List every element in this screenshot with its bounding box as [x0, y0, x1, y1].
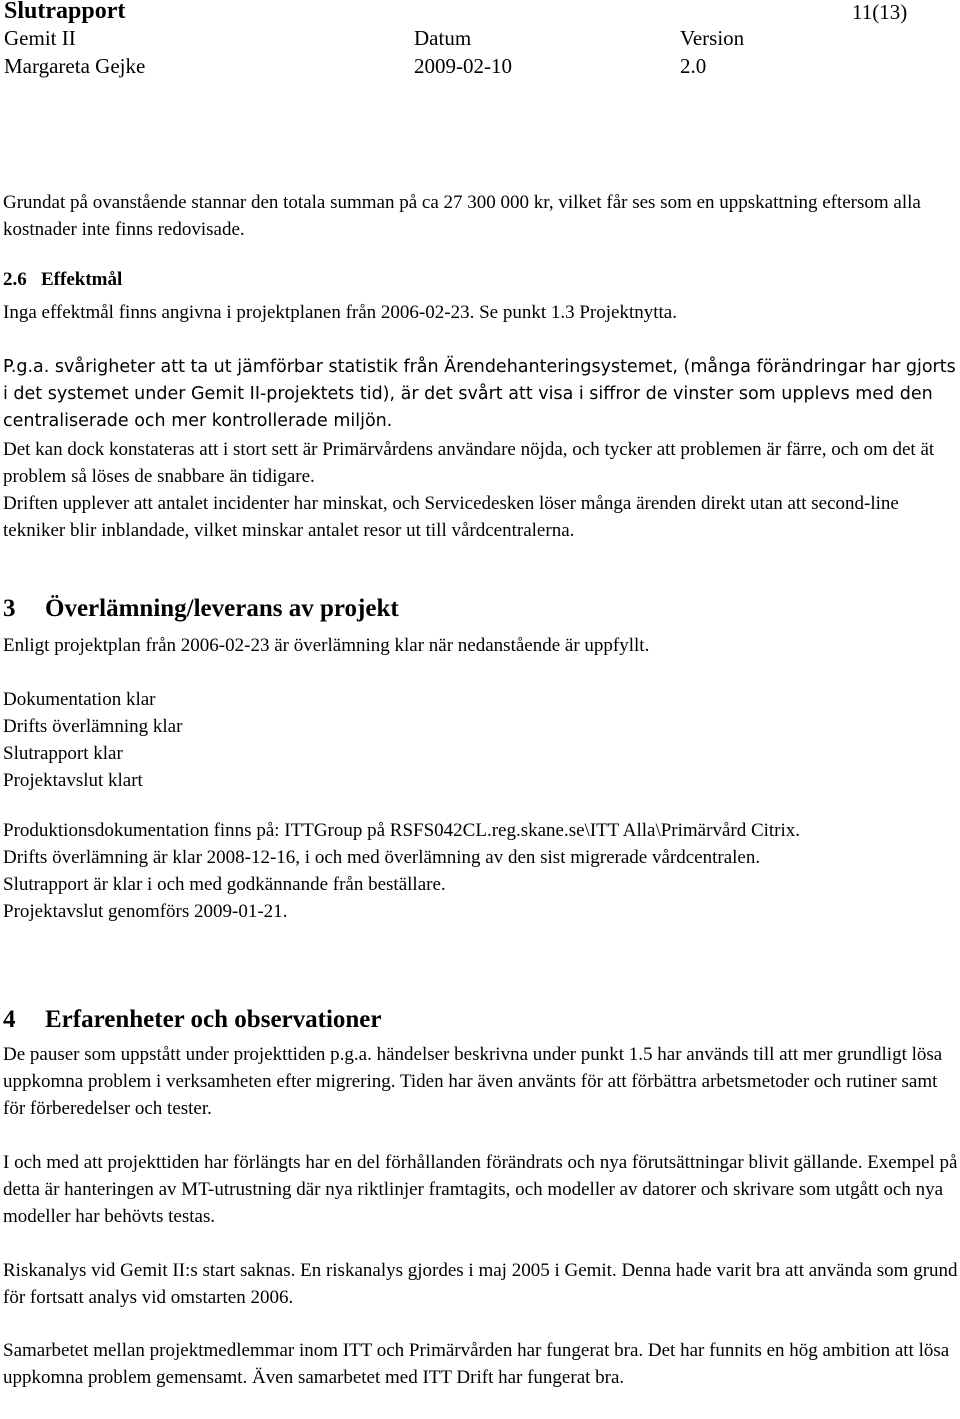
- version-label: Version: [680, 26, 745, 50]
- section-number: 3: [3, 595, 16, 622]
- list-item: Projektavslut klart: [3, 770, 143, 791]
- version-value: 2.0: [680, 54, 707, 78]
- handover-details: [3, 817, 959, 925]
- detail-line: Projektavslut genomförs 2009-01-21.: [3, 901, 288, 922]
- handover-intro: Enligt projektplan från 2006-02-23 är överlämning klar när nedanstående är uppfyllt.: [3, 635, 650, 656]
- section-heading-2-6: [3, 266, 959, 293]
- date-label: Datum: [414, 26, 472, 50]
- intro-paragraph: Grundat på ovanstående stannar den totala summan på ca 27 300 000 kr, vilket får ses som en uppskattning eftersom alla kostnader inte finns redovisade.: [3, 192, 921, 240]
- experience-paragraph-4: Samarbetet mellan projektmedlemmar inom ITT och Primärvården har fungerat bra. Det har funnits en hög ambition att lösa uppkomna problem gemensamt. Även samarbetet med ITT Drift har fungerat bra.: [3, 1340, 950, 1388]
- list-item: Drifts överlämning klar: [3, 716, 183, 737]
- document-title: Slutrapport: [4, 0, 126, 24]
- section-number: 4: [3, 1006, 16, 1033]
- list-item: Dokumentation klar: [3, 689, 156, 710]
- handover-checklist: [3, 686, 959, 794]
- section-number: 2.6: [3, 269, 27, 290]
- experience-paragraph-3: Riskanalys vid Gemit II:s start saknas. En riskanalys gjordes i maj 2005 i Gemit. Denna hade varit bra att använda som grund för fortsatt analys vid omstarten 2006.: [3, 1260, 958, 1308]
- detail-line: Drifts överlämning är klar 2008-12-16, i och med överlämning av den sist migrerade vårdcentralen.: [3, 847, 761, 868]
- detail-line: Slutrapport är klar i och med godkännande från beställare.: [3, 874, 446, 895]
- effektmal-paragraph-1: P.g.a. svårigheter att ta ut jämförbar statistik från Ärendehanteringsystemet, (många förändringar har gjorts i det systemet under Gemit II-projektets tid), är det svårt att visa i siffror de vinster som upplevs med den centraliserade och mer kontrollerade miljön.: [3, 357, 956, 431]
- project-name: Gemit II: [4, 26, 76, 50]
- experience-paragraph-1: De pauser som uppstått under projekttiden p.g.a. händelser beskrivna under punkt 1.5 har används till att mer grundligt lösa uppkomna problem i verksamheten efter migrering. Tiden har även använts för att förbättra arbetsmetoder och rutiner samt för förberedelser och tester.: [3, 1044, 943, 1119]
- list-item: Slutrapport klar: [3, 743, 123, 764]
- effektmal-line: Inga effektmål finns angivna i projektplanen från 2006-02-23. Se punkt 1.3 Projektnytta.: [3, 302, 677, 323]
- section-title: Effektmål: [41, 269, 123, 290]
- detail-line: Produktionsdokumentation finns på: ITTGroup på RSFS042CL.reg.skane.se\ITT Alla\Primärvård Citrix.: [3, 820, 801, 841]
- section-heading-3: [3, 594, 959, 624]
- experience-paragraph-2: I och med att projekttiden har förlängts har en del förhållanden förändrats och nya förutsättningar blivit gällande. Exempel på detta är hanteringen av MT-utrustning där nya riktlinjer framtagits, och modeller av datorer och skrivare som utgått och nya modeller har behövts testas.: [3, 1152, 958, 1227]
- effektmal-paragraph-3: Driften upplever att antalet incidenter har minskat, och Servicedesken löser många ärenden direkt utan att second-line tekniker blir inblandade, vilket minskar antalet resor ut till vårdcentralerna.: [3, 493, 899, 541]
- effektmal-paragraph-2: Det kan dock konstateras att i stort sett är Primärvårdens användare nöjda, och tycker att problemen är färre, och om det ät problem så löses de snabbare än tidigare.: [3, 439, 935, 487]
- section-heading-4: [3, 1005, 959, 1035]
- section-title: Överlämning/leverans av projekt: [45, 595, 399, 622]
- author-name: Margareta Gejke: [4, 54, 146, 78]
- page-number: 11(13): [852, 0, 908, 24]
- date-value: 2009-02-10: [414, 54, 512, 78]
- section-title: Erfarenheter och observationer: [45, 1006, 382, 1033]
